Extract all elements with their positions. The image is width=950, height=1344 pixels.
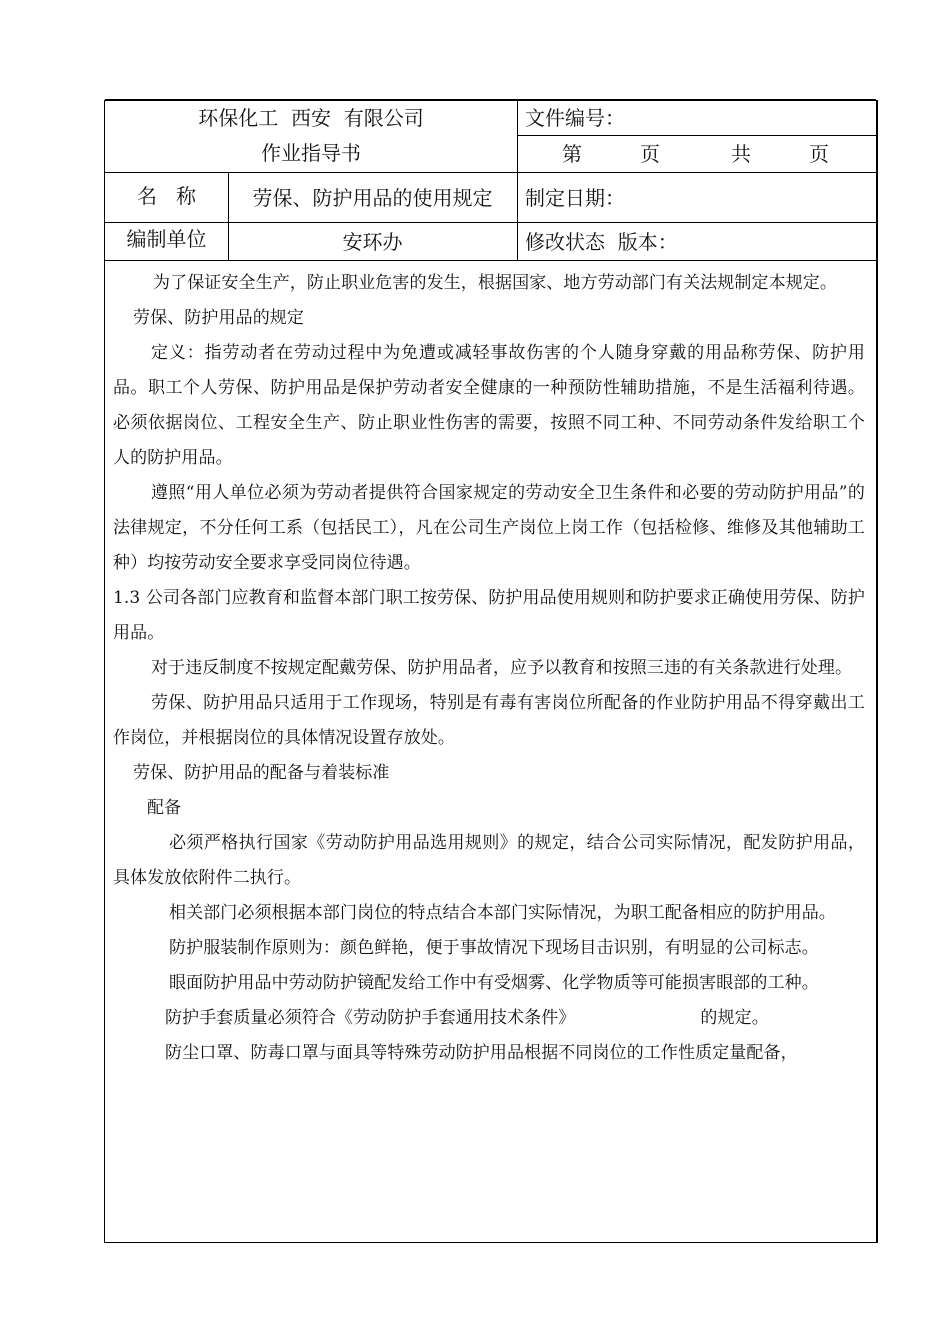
revision-status-label: 修改状态 版本： bbox=[525, 230, 678, 254]
glove-standard-suffix: 的规定。 bbox=[700, 1008, 769, 1028]
work-instruction-document bbox=[104, 100, 878, 1243]
section-heading: 劳保、防护用品的规定 bbox=[133, 308, 304, 328]
body-paragraph: 为了保证安全生产，防止职业危害的发生，根据国家、地方劳动部门有关法规制定本规定。 bbox=[153, 273, 837, 293]
table-line bbox=[105, 260, 876, 261]
body-paragraph: 防尘口罩、防毒口罩与面具等特殊劳动防护用品根据不同岗位的工作性质定量配备， bbox=[165, 1043, 798, 1063]
table-line bbox=[105, 172, 876, 173]
body-paragraph: 眼面防护用品中劳动防护镜配发给工作中有受烟雾、化学物质等可能损害眼部的工种。 bbox=[169, 973, 819, 993]
file-number-label: 文件编号： bbox=[525, 106, 625, 130]
issue-date-label: 制定日期： bbox=[525, 186, 625, 210]
body-paragraph: 劳保、防护用品只适用于工作现场，特别是有毒有害岗位所配备的作业防护用品不得穿戴出工作岗位，并根据岗位的具体情况设置存放处。 bbox=[113, 693, 865, 748]
page-unit-label: 页 bbox=[640, 142, 660, 166]
body-paragraph: 定义：指劳动者在劳动过程中为免遭或减轻事故伤害的个人随身穿戴的用品称劳保、防护用品。职工个人劳保、防护用品是保护劳动者安全健康的一种预防性辅助措施，不是生活福利待遇。必须依据岗位、工程安全生产、防止职业性伤害的需要，按照不同工种、不同劳动条件发给职工个人的防护用品。 bbox=[113, 343, 865, 468]
total-pages-unit-label: 页 bbox=[809, 142, 829, 166]
compiling-unit-label: 编制单位 bbox=[126, 227, 207, 251]
body-paragraph bbox=[113, 1001, 865, 1036]
document-title: 劳保、防护用品的使用规定 bbox=[252, 186, 493, 210]
page-label: 第 bbox=[562, 142, 582, 166]
body-paragraph: 防护服装制作原则为：颜色鲜艳，便于事故情况下现场目击识别，有明显的公司标志。 bbox=[169, 938, 819, 958]
total-pages-label: 共 bbox=[731, 142, 751, 166]
company-name: 环保化工 西安 有限公司 bbox=[198, 106, 424, 130]
body-paragraph: 对于违反制度不按规定配戴劳保、防护用品者，应予以教育和按照三违的有关条款进行处理。 bbox=[151, 658, 853, 678]
table-top-border bbox=[105, 99, 876, 101]
body-paragraph: 遵照“用人单位必须为劳动者提供符合国家规定的劳动安全卫生条件和必要的劳动防护用品”的法律规定，不分任何工系（包括民工），凡在公司生产岗位上岗工作（包括检修、维修及其他辅助工种）均按劳动安全要求享受同岗位待遇。 bbox=[113, 483, 865, 573]
body-paragraph: 必须严格执行国家《劳动防护用品选用规则》的规定，结合公司实际情况，配发防护用品，具体发放依附件二执行。 bbox=[113, 833, 865, 888]
table-line bbox=[517, 100, 518, 260]
compiling-unit-value: 安环办 bbox=[342, 230, 403, 254]
glove-standard-text: 防护手套质量必须符合《劳动防护手套通用技术条件》 bbox=[165, 1008, 576, 1028]
body-paragraph: 1.3 公司各部门应教育和监督本部门职工按劳保、防护用品使用规则和防护要求正确使用劳保、防护用品。 bbox=[113, 588, 865, 643]
body-paragraph: 相关部门必须根据本部门岗位的特点结合本部门实际情况，为职工配备相应的防护用品。 bbox=[169, 903, 836, 923]
subsection-heading: 配备 bbox=[147, 798, 182, 818]
document-type: 作业指导书 bbox=[261, 141, 361, 165]
document-body bbox=[113, 262, 865, 1071]
table-line bbox=[517, 135, 876, 136]
table-line bbox=[105, 222, 876, 223]
section-heading: 劳保、防护用品的配备与着装标准 bbox=[133, 763, 390, 783]
name-label: 名 称 bbox=[136, 184, 197, 208]
